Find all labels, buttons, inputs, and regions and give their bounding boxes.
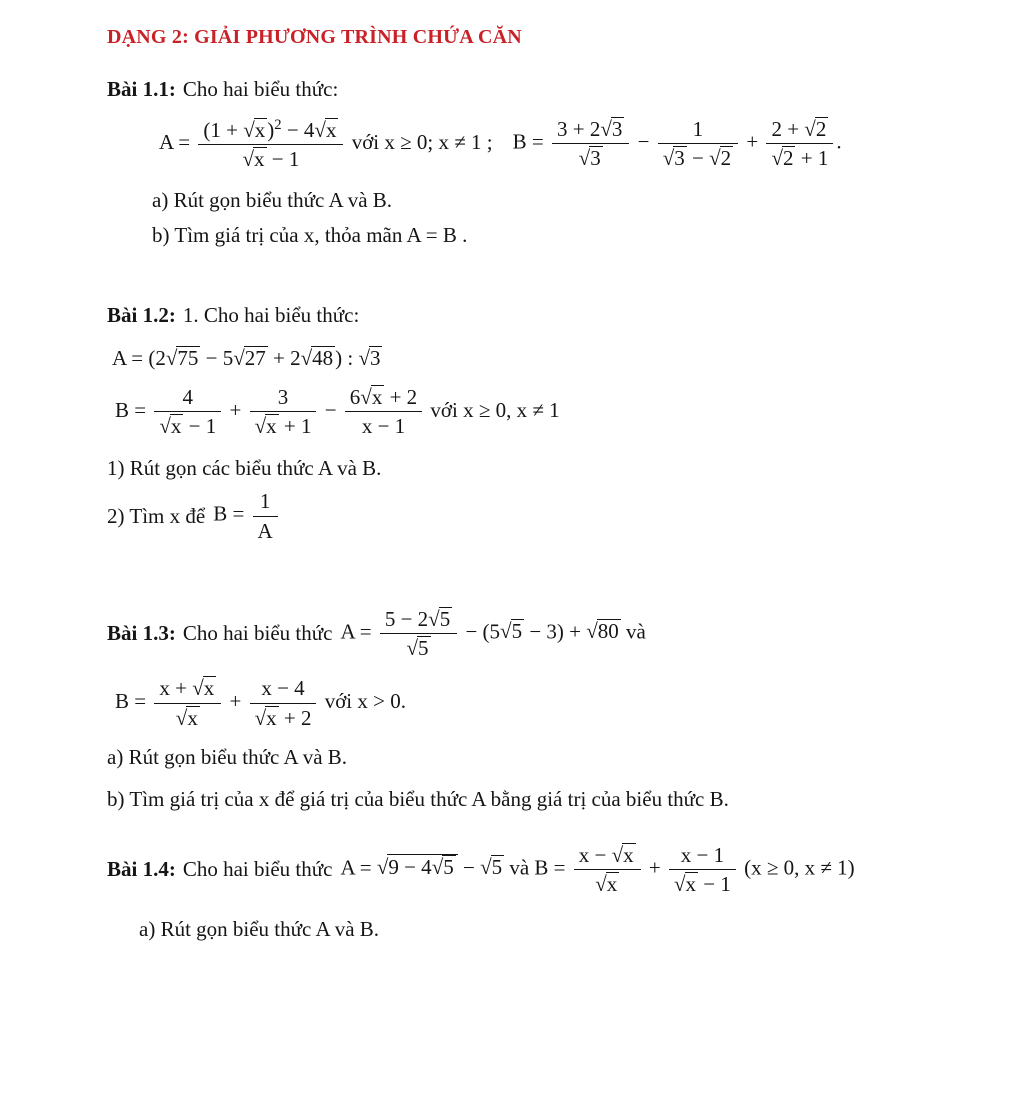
part-line: a) Rút gọn biểu thức A và B.	[139, 917, 380, 942]
part-line: b) Tìm giá trị của x, thỏa mãn A = B .	[152, 222, 468, 247]
problem-1-3-heading	[107, 606, 990, 662]
problem-1-4-heading	[107, 842, 990, 898]
part-line: b) Tìm giá trị của x để giá trị của biểu thức A bằng giá trị của biểu thức B.	[107, 787, 729, 812]
part-text: 2) Tìm x để	[107, 503, 206, 528]
part-line	[107, 488, 990, 544]
formula-b-1-1: B = $\frac{3 + 2√3}{√3}$ − $\frac{1}{√3 - √2}$ + $\frac{2 + √2}{√2 + 1}$ .	[512, 117, 842, 171]
part-line: a) Rút gọn biểu thức A và B.	[107, 744, 348, 769]
problem-1-1-formula-row	[159, 116, 990, 173]
problem-1-2	[107, 299, 990, 544]
problem-intro: Cho hai biểu thức:	[182, 77, 339, 101]
formula-a-1-3: A = $\frac{5 - 2√5}{√5}$ − (5√5 − 3) + √80 và	[340, 606, 646, 661]
problem-1-1	[107, 73, 990, 251]
problem-1-1-heading	[107, 73, 990, 106]
problem-intro: Cho hai biểu thức	[182, 857, 333, 882]
problem-label: Bài 1.4:	[107, 857, 176, 882]
formula-a-1-1: A = $\frac{(1 + √x)^2 - 4√x}{√x - 1}$ với x ≥ 0; x ≠ 1 ;	[159, 116, 493, 171]
formula-b-1-3: B = $\frac{x + √x}{√x}$ + $\frac{x - 4}{√x + 2}$ với x > 0.	[115, 676, 406, 730]
problem-1-3	[107, 606, 990, 816]
formula-b-1-3-line	[115, 675, 990, 731]
page-title: DẠNG 2: GIẢI PHƯƠNG TRÌNH CHỨA CĂN	[107, 26, 522, 48]
formula-a-b-1-4: A = √9 − 4√5 − √5 và B = $\frac{x - √x}{√x}$ + $\frac{x - 1}{√x - 1}$ (x ≥ 0, x ≠ 1)	[340, 842, 855, 897]
problem-label: Bài 1.1:	[107, 77, 176, 101]
formula-b-1-2: B = $\frac{4}{√x - 1}$ + $\frac{3}{√x + 1}$ − $\frac{6√x + 2}{x - 1}$ với x ≥ 0, x ≠ 1	[115, 385, 560, 439]
formula-a-1-2-line	[112, 342, 990, 375]
problem-label: Bài 1.3:	[107, 621, 176, 646]
problem-label: Bài 1.2:	[107, 303, 176, 328]
formula-b-1-2-line	[115, 384, 990, 440]
problem-1-4	[107, 842, 990, 946]
problem-1-2-heading	[107, 299, 990, 332]
formula-a-1-2: A = (2√75 − 5√27 + 2√48) : √3	[112, 345, 381, 370]
part-line: a) Rút gọn biểu thức A và B.	[152, 188, 393, 213]
problem-intro: Cho hai biểu thức	[182, 621, 333, 646]
part-line: 1) Rút gọn các biểu thức A và B.	[107, 455, 382, 480]
formula-b-equals-1-over-a: B = $\frac{1}{A}$	[213, 488, 281, 544]
problem-intro: 1. Cho hai biểu thức:	[182, 303, 360, 328]
